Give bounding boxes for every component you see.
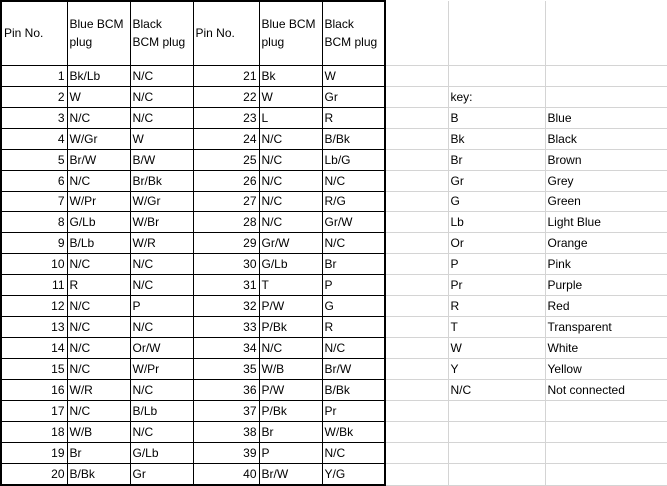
empty-cell[interactable] [385,254,448,275]
black-plug-cell[interactable]: Pr [322,400,385,421]
blue-plug-cell[interactable]: N/C [259,191,322,212]
empty-cell[interactable] [385,275,448,296]
empty-cell[interactable] [448,1,545,65]
header-pin-no-left[interactable]: Pin No. [1,1,67,65]
black-plug-cell[interactable]: N/C [130,107,193,128]
black-plug-cell[interactable]: B/Lb [130,400,193,421]
pin-cell[interactable]: 21 [193,65,259,86]
blue-plug-cell[interactable]: Gr/W [259,233,322,254]
black-plug-cell[interactable]: W/Gr [130,191,193,212]
pin-cell[interactable]: 15 [1,359,67,380]
key-code-cell[interactable]: Gr [448,170,545,191]
black-plug-cell[interactable]: Br/Bk [130,170,193,191]
black-plug-cell[interactable]: N/C [130,317,193,338]
key-meaning-cell[interactable]: Transparent [545,317,667,338]
blue-plug-cell[interactable]: P/W [259,379,322,400]
empty-cell[interactable] [545,86,667,107]
table-row [1,149,667,170]
key-meaning-cell[interactable]: Red [545,296,667,317]
black-plug-cell[interactable]: R [322,107,385,128]
header-blue-bcm-left[interactable]: Blue BCM plug [67,1,130,65]
table-row [1,442,667,463]
blue-plug-cell[interactable]: N/C [67,359,130,380]
empty-cell[interactable] [385,65,448,86]
empty-cell[interactable] [448,463,545,485]
key-meaning-cell[interactable]: Light Blue [545,212,667,233]
pin-cell[interactable]: 10 [1,254,67,275]
table-row [1,254,667,275]
blue-plug-cell[interactable]: Br [67,442,130,463]
pin-cell[interactable]: 35 [193,359,259,380]
blue-plug-cell[interactable]: P/Bk [259,400,322,421]
empty-cell[interactable] [448,442,545,463]
empty-cell[interactable] [385,463,448,485]
blue-plug-cell[interactable]: P [259,442,322,463]
key-meaning-cell[interactable]: Not connected [545,379,667,400]
black-plug-cell[interactable]: N/C [130,379,193,400]
pin-cell[interactable]: 13 [1,317,67,338]
empty-cell[interactable] [448,421,545,442]
black-plug-cell[interactable]: Br [322,254,385,275]
black-plug-cell[interactable]: P [130,296,193,317]
pin-cell[interactable]: 17 [1,400,67,421]
black-plug-cell[interactable]: G/Lb [130,442,193,463]
blue-plug-cell[interactable]: G/Lb [67,212,130,233]
blue-plug-cell[interactable]: Br [259,421,322,442]
black-plug-cell[interactable]: B/W [130,149,193,170]
key-meaning-cell[interactable]: Yellow [545,359,667,380]
key-code-cell[interactable]: P [448,254,545,275]
black-plug-cell[interactable]: W/Bk [322,421,385,442]
table-row [1,317,667,338]
key-code-cell[interactable]: Lb [448,212,545,233]
pin-cell[interactable]: 36 [193,379,259,400]
empty-cell[interactable] [385,212,448,233]
empty-cell[interactable] [385,317,448,338]
black-plug-cell[interactable]: N/C [130,86,193,107]
key-meaning-cell[interactable]: Purple [545,275,667,296]
blue-plug-cell[interactable]: N/C [67,400,130,421]
blue-plug-cell[interactable]: W/Gr [67,128,130,149]
table-row [1,212,667,233]
blue-plug-cell[interactable]: N/C [259,338,322,359]
blue-plug-cell[interactable]: Br/W [67,149,130,170]
black-plug-cell[interactable]: Gr [322,86,385,107]
pin-cell[interactable]: 24 [193,128,259,149]
pin-cell[interactable]: 27 [193,191,259,212]
key-code-cell[interactable]: R [448,296,545,317]
black-plug-cell[interactable]: N/C [130,65,193,86]
blue-plug-cell[interactable]: B/Lb [67,233,130,254]
blue-plug-cell[interactable]: N/C [259,212,322,233]
black-plug-cell[interactable]: W/Pr [130,359,193,380]
key-meaning-cell[interactable]: White [545,338,667,359]
table-row [1,359,667,380]
blue-plug-cell[interactable]: N/C [67,317,130,338]
empty-cell[interactable] [545,442,667,463]
table-row [1,275,667,296]
pin-cell[interactable]: 2 [1,86,67,107]
empty-cell[interactable] [385,296,448,317]
blue-plug-cell[interactable]: W [259,86,322,107]
table-row [1,421,667,442]
pin-cell[interactable]: 31 [193,275,259,296]
black-plug-cell[interactable]: N/C [130,254,193,275]
pin-cell[interactable]: 9 [1,233,67,254]
black-plug-cell[interactable]: Lb/G [322,149,385,170]
pin-cell[interactable]: 20 [1,463,67,485]
blue-plug-cell[interactable]: N/C [67,338,130,359]
pin-cell[interactable]: 33 [193,317,259,338]
blue-plug-cell[interactable]: P/Bk [259,317,322,338]
black-plug-cell[interactable]: N/C [322,233,385,254]
table-row [1,191,667,212]
blue-plug-cell[interactable]: W [67,86,130,107]
empty-cell[interactable] [385,191,448,212]
pin-cell[interactable]: 16 [1,379,67,400]
blue-plug-cell[interactable]: W/B [67,421,130,442]
key-code-cell[interactable]: W [448,338,545,359]
empty-cell[interactable] [385,233,448,254]
pin-cell[interactable]: 4 [1,128,67,149]
black-plug-cell[interactable]: N/C [322,442,385,463]
pin-cell[interactable]: 7 [1,191,67,212]
blue-plug-cell[interactable]: R [67,275,130,296]
black-plug-cell[interactable]: N/C [322,170,385,191]
black-plug-cell[interactable]: Br/W [322,359,385,380]
pin-cell[interactable]: 29 [193,233,259,254]
header-row [1,1,667,65]
key-meaning-cell[interactable]: Orange [545,233,667,254]
empty-cell[interactable] [385,1,448,65]
pin-cell[interactable]: 22 [193,86,259,107]
empty-cell[interactable] [385,400,448,421]
pin-cell[interactable]: 12 [1,296,67,317]
key-code-cell[interactable]: Br [448,149,545,170]
empty-cell[interactable] [385,359,448,380]
blue-plug-cell[interactable]: Bk/Lb [67,65,130,86]
header-black-bcm-left[interactable]: Black BCM plug [130,1,193,65]
empty-cell[interactable] [448,65,545,86]
table-row [1,65,667,86]
pin-cell[interactable]: 23 [193,107,259,128]
black-plug-cell[interactable]: R [322,317,385,338]
empty-cell[interactable] [545,65,667,86]
blue-plug-cell[interactable]: W/Pr [67,191,130,212]
pin-cell[interactable]: 26 [193,170,259,191]
blue-plug-cell[interactable]: N/C [67,296,130,317]
empty-cell[interactable] [385,128,448,149]
pin-cell[interactable]: 5 [1,149,67,170]
table-row [1,107,667,128]
black-plug-cell[interactable]: W/Br [130,212,193,233]
table-row [1,170,667,191]
pin-cell[interactable]: 14 [1,338,67,359]
blue-plug-cell[interactable]: N/C [259,128,322,149]
pin-cell[interactable]: 37 [193,400,259,421]
blue-plug-cell[interactable]: N/C [259,149,322,170]
black-plug-cell[interactable]: Gr/W [322,212,385,233]
pin-cell[interactable]: 11 [1,275,67,296]
pin-cell[interactable]: 19 [1,442,67,463]
table-row [1,463,667,485]
blue-plug-cell[interactable]: N/C [67,170,130,191]
blue-plug-cell[interactable]: N/C [67,254,130,275]
key-code-cell[interactable]: T [448,317,545,338]
pin-cell[interactable]: 39 [193,442,259,463]
pin-cell[interactable]: 28 [193,212,259,233]
empty-cell[interactable] [385,170,448,191]
black-plug-cell[interactable]: W/R [130,233,193,254]
pin-cell[interactable]: 1 [1,65,67,86]
header-pin-no-right[interactable]: Pin No. [193,1,259,65]
black-plug-cell[interactable]: N/C [130,421,193,442]
black-plug-cell[interactable]: P [322,275,385,296]
pin-cell[interactable]: 25 [193,149,259,170]
pin-cell[interactable]: 32 [193,296,259,317]
empty-cell[interactable] [385,379,448,400]
pin-cell[interactable]: 34 [193,338,259,359]
empty-cell[interactable] [385,442,448,463]
black-plug-cell[interactable]: G [322,296,385,317]
pin-cell[interactable]: 6 [1,170,67,191]
blue-plug-cell[interactable]: N/C [67,107,130,128]
blue-plug-cell[interactable]: T [259,275,322,296]
empty-cell[interactable] [385,149,448,170]
empty-cell[interactable] [545,400,667,421]
black-plug-cell[interactable]: B/Bk [322,379,385,400]
empty-cell[interactable] [385,86,448,107]
key-code-cell[interactable]: N/C [448,379,545,400]
black-plug-cell[interactable]: N/C [130,275,193,296]
empty-cell[interactable] [385,107,448,128]
blue-plug-cell[interactable]: N/C [259,170,322,191]
table-row [1,86,667,107]
black-plug-cell[interactable]: W [130,128,193,149]
pin-cell[interactable]: 30 [193,254,259,275]
empty-cell[interactable] [545,463,667,485]
black-plug-cell[interactable]: R/G [322,191,385,212]
blue-plug-cell[interactable]: Bk [259,65,322,86]
key-code-cell[interactable]: Or [448,233,545,254]
black-plug-cell[interactable]: Or/W [130,338,193,359]
pin-cell[interactable]: 40 [193,463,259,485]
key-code-cell[interactable]: B [448,107,545,128]
pin-cell[interactable]: 38 [193,421,259,442]
key-meaning-cell[interactable]: Blue [545,107,667,128]
pin-cell[interactable]: 3 [1,107,67,128]
key-meaning-cell[interactable]: Green [545,191,667,212]
key-meaning-cell[interactable]: Grey [545,170,667,191]
black-plug-cell[interactable]: N/C [322,338,385,359]
pin-cell[interactable]: 8 [1,212,67,233]
key-meaning-cell[interactable]: Pink [545,254,667,275]
key-code-cell[interactable]: Pr [448,275,545,296]
table-row [1,128,667,149]
key-title[interactable]: key: [448,86,545,107]
key-meaning-cell[interactable]: Black [545,128,667,149]
black-plug-cell[interactable]: Gr [130,463,193,485]
pin-cell[interactable]: 18 [1,421,67,442]
empty-cell[interactable] [448,400,545,421]
blue-plug-cell[interactable]: Br/W [259,463,322,485]
empty-cell[interactable] [385,421,448,442]
key-code-cell[interactable]: Bk [448,128,545,149]
blue-plug-cell[interactable]: L [259,107,322,128]
black-plug-cell[interactable]: Y/G [322,463,385,485]
key-code-cell[interactable]: G [448,191,545,212]
blue-plug-cell[interactable]: G/Lb [259,254,322,275]
table-row [1,233,667,254]
key-code-cell[interactable]: Y [448,359,545,380]
blue-plug-cell[interactable]: W/B [259,359,322,380]
black-plug-cell[interactable]: W [322,65,385,86]
table-row [1,338,667,359]
blue-plug-cell[interactable]: P/W [259,296,322,317]
header-blue-bcm-right[interactable]: Blue BCM plug [259,1,322,65]
table-row [1,296,667,317]
blue-plug-cell[interactable]: W/R [67,379,130,400]
header-black-bcm-right[interactable]: Black BCM plug [322,1,385,65]
black-plug-cell[interactable]: B/Bk [322,128,385,149]
table-row [1,379,667,400]
empty-cell[interactable] [545,421,667,442]
key-meaning-cell[interactable]: Brown [545,149,667,170]
table-row [1,400,667,421]
empty-cell[interactable] [385,338,448,359]
empty-cell[interactable] [545,1,667,65]
blue-plug-cell[interactable]: B/Bk [67,463,130,485]
